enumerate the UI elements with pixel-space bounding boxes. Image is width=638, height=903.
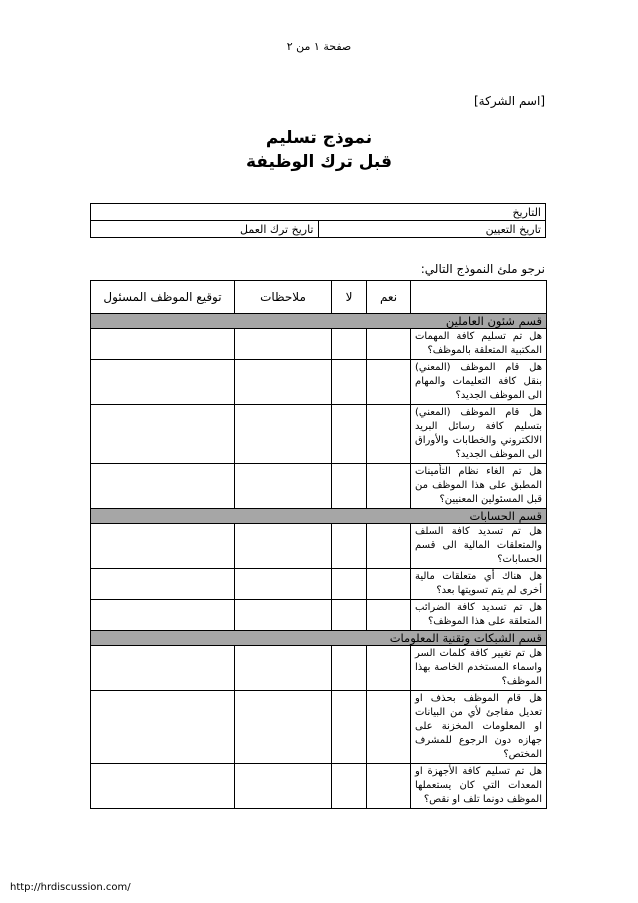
- question-text: هل تم تسليم كافة المهمات المكتبية المتعلقة بالموظف؟: [411, 329, 547, 360]
- question-row: [91, 524, 547, 569]
- no-cell[interactable]: [332, 405, 367, 464]
- footer-url[interactable]: http://hrdiscussion.com/: [10, 882, 131, 893]
- checklist-table: [90, 280, 547, 809]
- header-row: [91, 281, 547, 314]
- signature-cell[interactable]: [91, 600, 235, 631]
- no-cell[interactable]: [332, 764, 367, 809]
- no-cell[interactable]: [332, 524, 367, 569]
- no-cell[interactable]: [332, 329, 367, 360]
- section-header-row: [91, 631, 547, 646]
- question-row: [91, 764, 547, 809]
- question-text: هل تم الغاء نظام التأمينات المطبق على هذا الموظف من قبل المسئولين المعنيين؟: [411, 464, 547, 509]
- notes-cell[interactable]: [235, 524, 332, 569]
- question-row: [91, 464, 547, 509]
- section-header-row: [91, 509, 547, 524]
- question-text: هل تم تسليم كافة الأجهزة او المعدات التي كان يستعملها الموظف دونما تلف او نقص؟: [411, 764, 547, 809]
- page-number: صفحة ١ من ٢: [286, 40, 352, 53]
- section-title: قسم الحسابات: [91, 509, 547, 524]
- no-cell[interactable]: [332, 600, 367, 631]
- notes-cell[interactable]: [235, 646, 332, 691]
- question-text: هل قام الموظف (المعني) بنقل كافة التعليمات والمهام الى الموظف الجديد؟: [411, 360, 547, 405]
- signature-cell[interactable]: [91, 764, 235, 809]
- notes-cell[interactable]: [235, 329, 332, 360]
- header-notes: ملاحظات: [235, 281, 332, 314]
- header-question-blank: [411, 281, 547, 314]
- hire-date-label: تاريخ التعيين: [485, 222, 541, 236]
- form-title-line2: قبل ترك الوظيفة: [246, 152, 392, 172]
- question-row: [91, 329, 547, 360]
- notes-cell[interactable]: [235, 691, 332, 764]
- yes-cell[interactable]: [367, 405, 411, 464]
- question-text: هل قام الموظف بحذف او تعديل مفاجئ لأي من البيانات او المعلومات المخزنة على جهازه دون الرجوع للمشرف المختص؟: [411, 691, 547, 764]
- notes-cell[interactable]: [235, 360, 332, 405]
- yes-cell[interactable]: [367, 569, 411, 600]
- no-cell[interactable]: [332, 691, 367, 764]
- signature-cell[interactable]: [91, 329, 235, 360]
- date-field[interactable]: [91, 204, 546, 221]
- notes-cell[interactable]: [235, 600, 332, 631]
- yes-cell[interactable]: [367, 524, 411, 569]
- signature-cell[interactable]: [91, 405, 235, 464]
- info-table: [90, 203, 546, 238]
- yes-cell[interactable]: [367, 600, 411, 631]
- leave-date-field[interactable]: [91, 221, 319, 238]
- notes-cell[interactable]: [235, 764, 332, 809]
- yes-cell[interactable]: [367, 360, 411, 405]
- question-text: هل تم تسديد كافة السلف والمتعلقات المالية الى قسم الحسابات؟: [411, 524, 547, 569]
- header-yes: نعم: [367, 281, 411, 314]
- yes-cell[interactable]: [367, 464, 411, 509]
- question-row: [91, 569, 547, 600]
- signature-cell[interactable]: [91, 464, 235, 509]
- question-text: هل تم تغيير كافة كلمات السر واسماء المستخدم الخاصة بهذا الموظف؟: [411, 646, 547, 691]
- question-row: [91, 691, 547, 764]
- no-cell[interactable]: [332, 464, 367, 509]
- form-title: [0, 126, 638, 174]
- header-signature: توقيع الموظف المسئول: [91, 281, 235, 314]
- yes-cell[interactable]: [367, 646, 411, 691]
- instruction-text: نرجو ملئ النموذج التالي:: [420, 262, 545, 276]
- header-no: لا: [332, 281, 367, 314]
- question-row: [91, 646, 547, 691]
- question-text: هل هناك أي متعلقات مالية أخرى لم يتم تسويتها بعد؟: [411, 569, 547, 600]
- signature-cell[interactable]: [91, 360, 235, 405]
- date-label: التاريخ: [512, 205, 541, 219]
- question-text: هل تم تسديد كافة الضرائب المتعلقة على هذا الموظف؟: [411, 600, 547, 631]
- no-cell[interactable]: [332, 569, 367, 600]
- leave-date-label: تاريخ ترك العمل: [240, 222, 314, 236]
- signature-cell[interactable]: [91, 646, 235, 691]
- company-name-placeholder: [اسم الشركة]: [473, 94, 545, 108]
- question-row: [91, 360, 547, 405]
- notes-cell[interactable]: [235, 405, 332, 464]
- yes-cell[interactable]: [367, 691, 411, 764]
- notes-cell[interactable]: [235, 569, 332, 600]
- yes-cell[interactable]: [367, 764, 411, 809]
- section-title: قسم شئون العاملين: [91, 314, 547, 329]
- hire-date-field[interactable]: [318, 221, 546, 238]
- signature-cell[interactable]: [91, 524, 235, 569]
- notes-cell[interactable]: [235, 464, 332, 509]
- question-text: هل قام الموظف (المعني) بتسليم كافة رسائل البريد الالكتروني والخطابات والأوراق الى الموظف الجديد؟: [411, 405, 547, 464]
- form-title-line1: نموذج تسليم: [265, 128, 373, 148]
- no-cell[interactable]: [332, 360, 367, 405]
- no-cell[interactable]: [332, 646, 367, 691]
- section-title: قسم الشبكات وتقنية المعلومات: [91, 631, 547, 646]
- signature-cell[interactable]: [91, 569, 235, 600]
- question-row: [91, 600, 547, 631]
- question-row: [91, 405, 547, 464]
- yes-cell[interactable]: [367, 329, 411, 360]
- section-header-row: [91, 314, 547, 329]
- signature-cell[interactable]: [91, 691, 235, 764]
